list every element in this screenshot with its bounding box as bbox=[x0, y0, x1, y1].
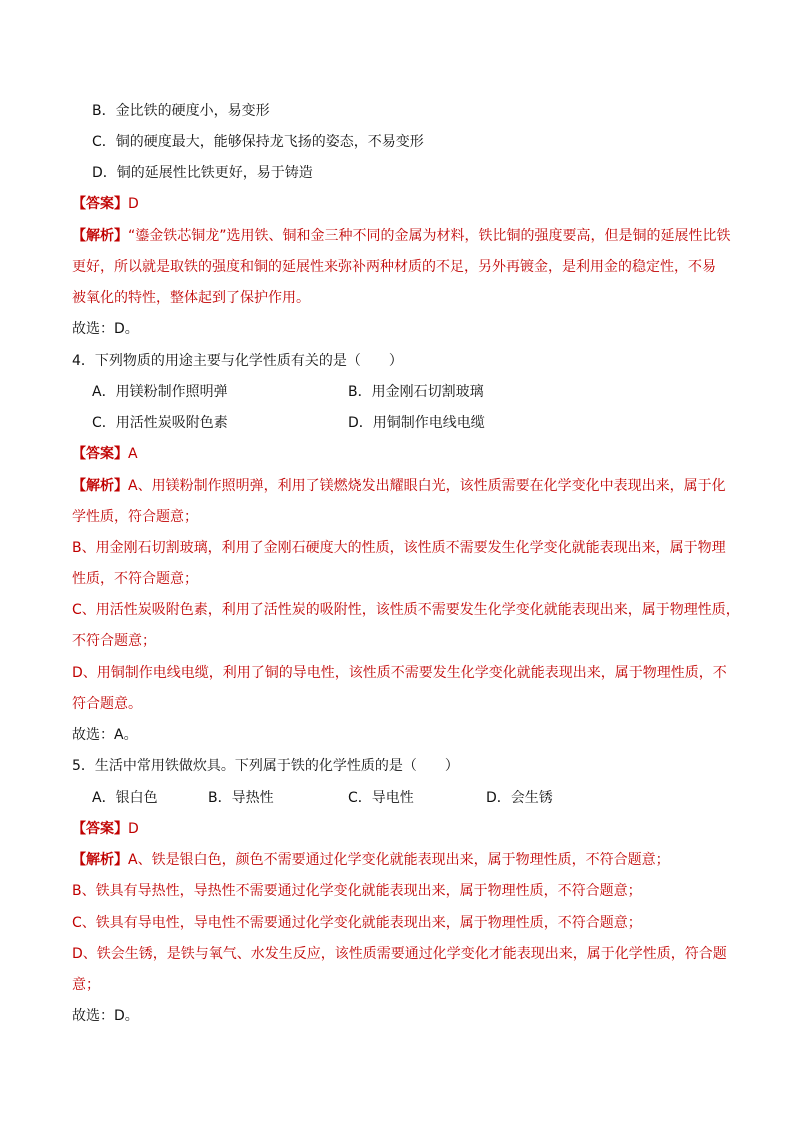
analysis-text: A、铁是银白色，颜色不需要通过化学变化就能表现出来，属于物理性质，不符合题意； bbox=[128, 852, 670, 868]
q3-analysis-line: 更好，所以就是取铁的强度和铜的延展性来弥补两种材质的不足，另外再镀金，是利用金的稳定性，不易 bbox=[72, 259, 716, 275]
q4-stem: 4．下列物质的用途主要与化学性质有关的是（ ） bbox=[72, 353, 403, 369]
q4-option-c: C．用活性炭吸附色素 bbox=[92, 415, 228, 431]
q4-analysis-line: B、用金刚石切割玻璃，利用了金刚石硬度大的性质，该性质不需要发生化学变化就能表现出来，属于物理 bbox=[72, 540, 726, 556]
q5-analysis-line: C、铁具有导电性，导电性不需要通过化学变化就能表现出来，属于物理性质，不符合题意； bbox=[72, 915, 642, 931]
q4-analysis-line: 符合题意。 bbox=[72, 696, 142, 712]
answer-tag: 【答案】 bbox=[72, 196, 128, 212]
answer-value: A bbox=[128, 446, 138, 462]
answer-value: D bbox=[128, 821, 139, 837]
q3-option-b: B．金比铁的硬度小，易变形 bbox=[92, 103, 270, 119]
q5-choice: 故选：D。 bbox=[72, 1008, 139, 1024]
q5-analysis-line: D、铁会生锈，是铁与氧气、水发生反应，该性质需要通过化学变化才能表现出来，属于化学性质，符合题 bbox=[72, 946, 727, 962]
q5-analysis-line bbox=[72, 850, 670, 870]
q4-answer bbox=[72, 444, 138, 464]
q5-option-c: C．导电性 bbox=[348, 790, 414, 806]
analysis-tag: 【解析】 bbox=[72, 478, 128, 494]
q4-analysis-line: C、用活性炭吸附色素，利用了活性炭的吸附性，该性质不需要发生化学变化就能表现出来，属于物理性质， bbox=[72, 602, 740, 618]
analysis-tag: 【解析】 bbox=[72, 228, 128, 244]
q4-analysis-line: 不符合题意； bbox=[72, 633, 156, 649]
answer-tag: 【答案】 bbox=[72, 446, 128, 462]
q3-choice: 故选：D。 bbox=[72, 321, 139, 337]
q3-option-d: D．铜的延展性比铁更好，易于铸造 bbox=[92, 165, 313, 181]
q5-option-a: A．银白色 bbox=[92, 790, 158, 806]
q4-analysis-line: 性质，不符合题意； bbox=[72, 571, 198, 587]
q5-stem: 5．生活中常用铁做炊具。下列属于铁的化学性质的是（ ） bbox=[72, 758, 459, 774]
q4-choice: 故选：A。 bbox=[72, 727, 138, 743]
q5-answer bbox=[72, 819, 139, 839]
analysis-tag: 【解析】 bbox=[72, 852, 128, 868]
q3-answer bbox=[72, 194, 139, 214]
q4-analysis-line: D、用铜制作电线电缆，利用了铜的导电性，该性质不需要发生化学变化就能表现出来，属于物理性质，不 bbox=[72, 665, 727, 681]
q3-option-c: C．铜的硬度最大，能够保持龙飞扬的姿态，不易变形 bbox=[92, 134, 424, 150]
q4-option-b: B．用金刚石切割玻璃 bbox=[348, 384, 484, 400]
q5-option-d: D．会生锈 bbox=[486, 790, 553, 806]
answer-value: D bbox=[128, 196, 139, 212]
q3-analysis-line: 被氧化的特性，整体起到了保护作用。 bbox=[72, 290, 310, 306]
q4-analysis-line: 学性质，符合题意； bbox=[72, 509, 198, 525]
analysis-text: “鎏金铁芯铜龙”选用铁、铜和金三种不同的金属为材料，铁比铜的强度要高，但是铜的延展性比铁 bbox=[128, 228, 731, 244]
answer-tag: 【答案】 bbox=[72, 821, 128, 837]
q3-analysis-line bbox=[72, 226, 731, 246]
q5-option-b: B．导热性 bbox=[208, 790, 274, 806]
q5-analysis-line: 意； bbox=[72, 977, 100, 993]
q5-analysis-line: B、铁具有导热性，导热性不需要通过化学变化就能表现出来，属于物理性质，不符合题意； bbox=[72, 883, 642, 899]
analysis-text: A、用镁粉制作照明弹，利用了镁燃烧发出耀眼白光，该性质需要在化学变化中表现出来，属于化 bbox=[128, 478, 726, 494]
q4-option-a: A．用镁粉制作照明弹 bbox=[92, 384, 228, 400]
q4-option-d: D．用铜制作电线电缆 bbox=[348, 415, 485, 431]
q4-analysis-line bbox=[72, 476, 726, 496]
